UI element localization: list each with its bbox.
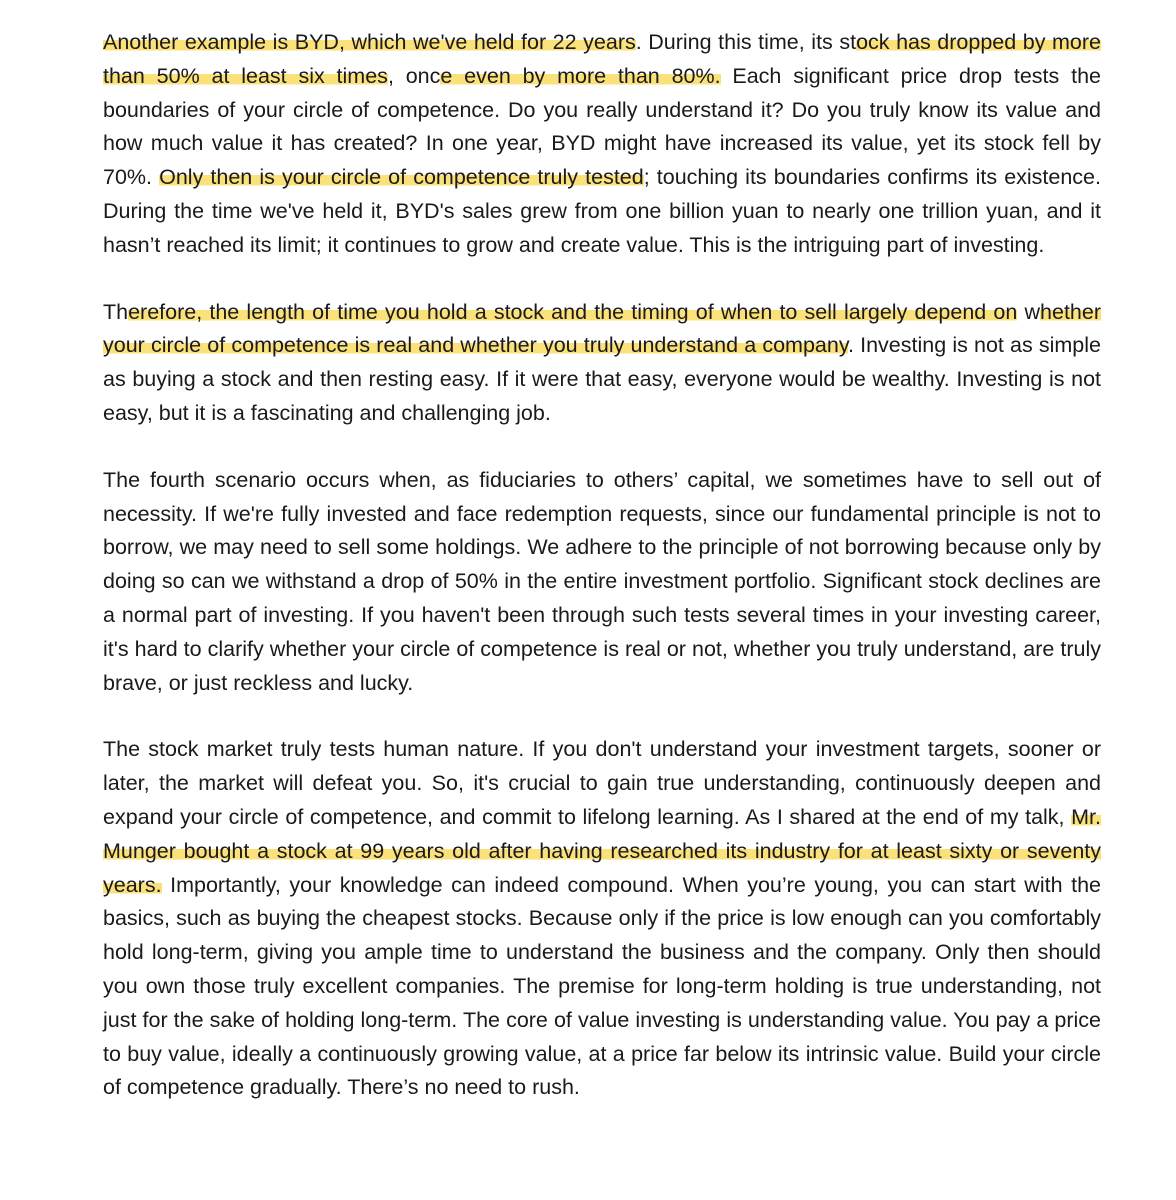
body-text: The stock market truly tests human nature. If you don't understand your investment targets, sooner or later, the market will defeat you. So, it's crucial to gain true understanding, continuously deepen and expand your circle of competence, and commit to lifelong learning. As I shared at the end of my talk, (103, 737, 1101, 829)
paragraph-byd-example (103, 26, 1101, 263)
body-text: . Investing is not as simple as buying a stock and then resting easy. If it were that easy, everyone would be wealthy. Investing is not easy, but it is a fascinating and challenging job. (103, 333, 1101, 425)
paragraph-holding-period (103, 296, 1101, 431)
highlighted-text: Mr. Munger bought a stock at 99 years old after having researched its industry for at least sixty or seventy years. (103, 804, 1101, 897)
body-text: Th (103, 299, 129, 324)
highlighted-text: e even by more than 80%. (440, 63, 721, 88)
body-text: w (1017, 299, 1041, 324)
body-text: Each significant price drop tests the boundaries of your circle of competence. Do you really understand it? Do you truly know its value and how much value it has created? In one year, BYD might have increased its value, yet its stock fell by 70%. (103, 63, 1101, 190)
highlighted-text: ock has dropped by more than 50% at least six times (103, 30, 1101, 88)
body-text: Importantly, your knowledge can indeed compound. When you’re young, you can start with the basics, such as buying the cheapest stocks. Because only if the price is low enough can you comfortably hold long-term, giving you ample time to understand the business and the company. Only then should you own those truly excellent companies. The premise for long-term holding is true understanding, not just for the sake of holding long-term. The core of value investing is understanding value. You pay a price to buy value, ideally a continuously growing value, at a price far below its intrinsic value. Build your circle of competence gradually. There’s no need to rush. (103, 872, 1101, 1100)
body-text: , onc (387, 63, 441, 88)
body-text: . During this time, its st (635, 30, 857, 54)
paragraph-human-nature (103, 733, 1101, 1105)
highlighted-text: Only then is your circle of competence truly tested (159, 165, 644, 190)
paragraph-fourth-scenario (103, 464, 1101, 701)
body-text: ; touching its boundaries confirms its existence. During the time we've held it, BYD's sales grew from one billion yuan to nearly one trillion yuan, and it hasn’t reached its limit; it continues to grow and create value. This is the intriguing part of investing. (103, 165, 1101, 257)
body-text: The fourth scenario occurs when, as fiduciaries to others’ capital, we sometimes have to sell out of necessity. If we're fully invested and face redemption requests, since our fundamental principle is not to borrow, we may need to sell some holdings. We adhere to the principle of not borrowing because only by doing so can we withstand a drop of 50% in the entire investment portfolio. Significant stock declines are a normal part of investing. If you haven't been through such tests several times in your investing career, it's hard to clarify whether your circle of competence is real or not, whether you truly understand, are truly brave, or just reckless and lucky. (103, 467, 1101, 695)
highlighted-text: Another example is BYD, which we've held for 22 years (103, 30, 636, 54)
highlighted-text: erefore, the length of time you hold a stock and the timing of when to sell largely depend on (128, 299, 1018, 324)
highlighted-text: hether your circle of competence is real and whether you truly understand a company (103, 299, 1101, 358)
document-page (103, 26, 1101, 1105)
